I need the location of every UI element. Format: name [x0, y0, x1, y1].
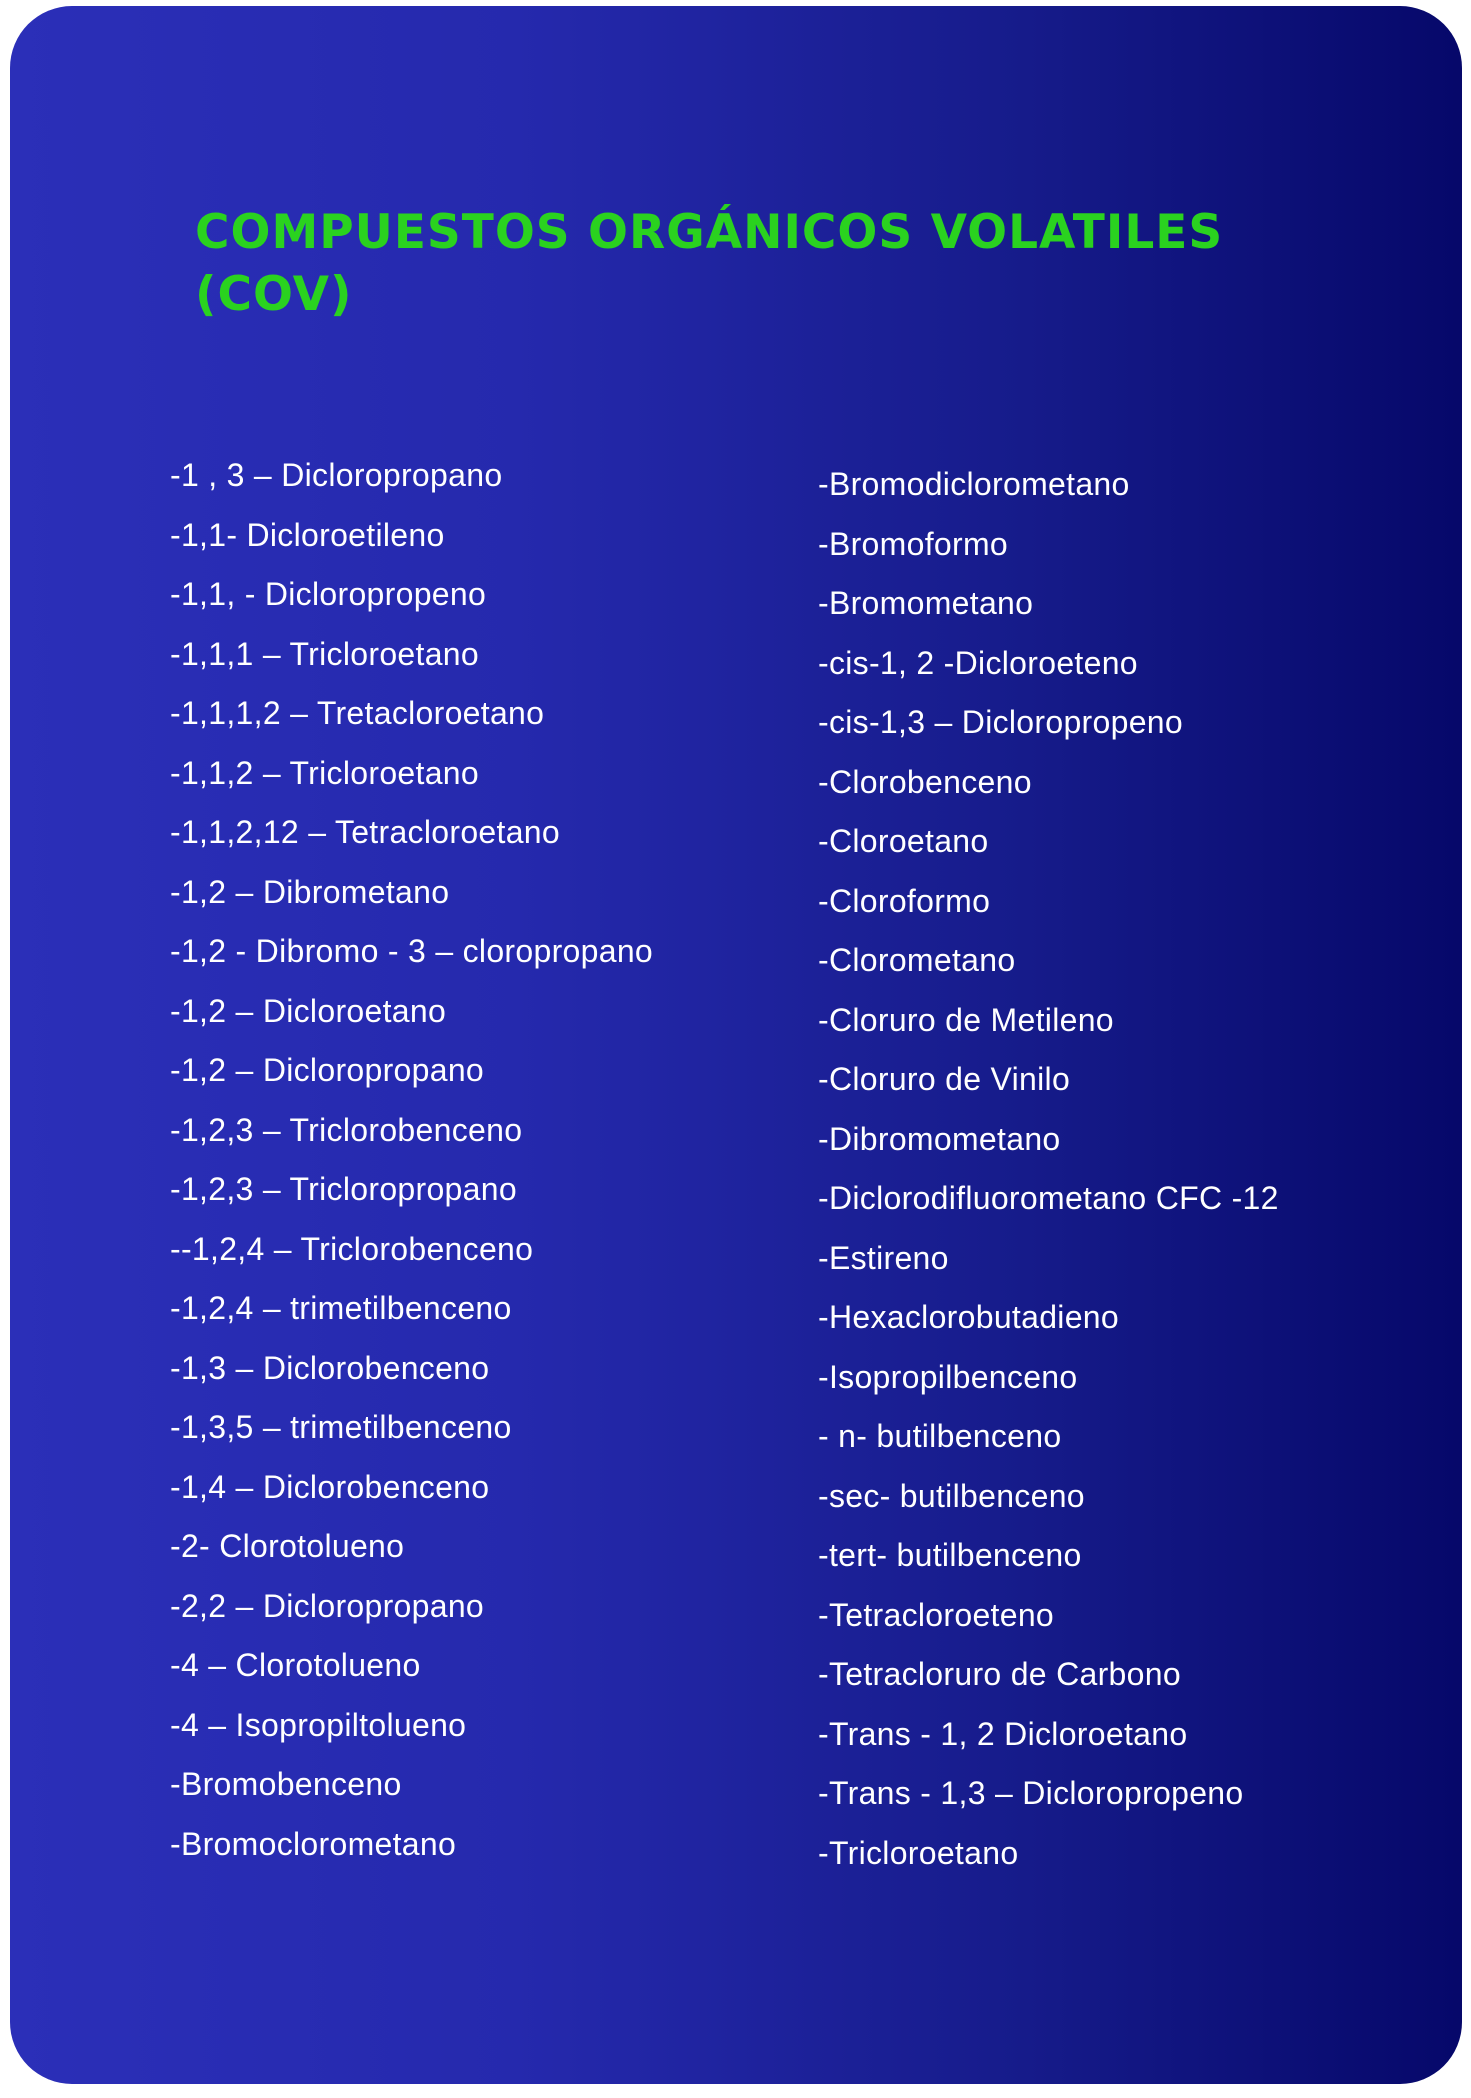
list-item: -1,2,3 – Tricloropropano [170, 1171, 517, 1207]
list-item: -sec- butilbenceno [818, 1477, 1085, 1514]
list-item: -Bromoformo [818, 525, 1009, 562]
list-item: -4 – Clorotolueno [170, 1647, 421, 1683]
list-item: -1,3,5 – trimetilbenceno [170, 1409, 512, 1445]
list-item: --1,2,4 – Triclorobenceno [170, 1230, 534, 1267]
list-item: -Clorobenceno [818, 763, 1032, 800]
list-item: -1,1,2 – Tricloroetano [170, 754, 479, 791]
document-card [10, 6, 1462, 2084]
list-item: -Dibromometano [818, 1120, 1061, 1157]
list-item: -2- Clorotolueno [170, 1528, 405, 1564]
list-item: -Trans - 1,3 – Dicloropropeno [818, 1775, 1244, 1811]
list-item: -Cloruro de Metileno [818, 1001, 1114, 1038]
list-item: -Trans - 1, 2 Dicloroetano [818, 1715, 1188, 1752]
list-item: -Estireno [818, 1239, 949, 1276]
list-item: -Bromometano [818, 585, 1034, 621]
list-item: -1,4 – Diclorobenceno [170, 1468, 490, 1505]
list-item: -Cloroformo [818, 882, 991, 919]
list-item: -Isopropilbenceno [818, 1358, 1078, 1395]
list-item: -1,2 – Dibrometano [170, 873, 450, 910]
list-item: -Cloruro de Vinilo [818, 1061, 1071, 1097]
list-item: -1,2,3 – Triclorobenceno [170, 1111, 523, 1148]
list-item: -Bromoclorometano [170, 1825, 457, 1862]
list-item: -cis-1, 2 -Dicloroeteno [818, 644, 1138, 681]
list-item: -1,1,2,12 – Tetracloroetano [170, 814, 560, 850]
list-item: -Bromobenceno [170, 1766, 402, 1802]
list-item: - n- butilbenceno [818, 1418, 1062, 1454]
list-item: -Bromodiclorometano [818, 466, 1130, 502]
title-line-1: COMPUESTOS ORGÁNICOS VOLATILES [195, 205, 1224, 260]
list-item: -1,1,1,2 – Tretacloroetano [170, 695, 545, 731]
compound-list-left [170, 446, 653, 1874]
list-item: -Hexaclorobutadieno [818, 1299, 1119, 1335]
list-item: -Tricloroetano [818, 1834, 1019, 1871]
list-item: -cis-1,3 – Dicloropropeno [818, 704, 1183, 740]
list-item: -1,1- Dicloroetileno [170, 516, 445, 553]
list-item: -1,1,1 – Tricloroetano [170, 635, 479, 672]
list-item: -4 – Isopropiltolueno [170, 1706, 467, 1743]
list-item: -1 , 3 – Dicloropropano [170, 457, 503, 493]
list-item: -2,2 – Dicloropropano [170, 1587, 485, 1624]
title-line-2: (COV) [195, 267, 353, 322]
list-item: -1,2 - Dibromo - 3 – cloropropano [170, 933, 654, 969]
list-item: -1,1, - Dicloropropeno [170, 576, 487, 612]
list-item: -1,2 – Dicloroetano [170, 992, 447, 1029]
list-item: -Tetracloroeteno [818, 1596, 1055, 1633]
list-item: -Diclorodifluorometano CFC -12 [818, 1180, 1279, 1216]
list-item: -Cloroetano [818, 823, 989, 859]
page-title [195, 202, 1345, 326]
compound-list-right [818, 455, 1279, 1883]
list-item: -tert- butilbenceno [818, 1537, 1082, 1573]
list-item: -1,2 – Dicloropropano [170, 1052, 485, 1088]
list-item: -1,3 – Diclorobenceno [170, 1349, 490, 1386]
list-item: -1,2,4 – trimetilbenceno [170, 1290, 512, 1326]
list-item: -Clorometano [818, 942, 1016, 978]
list-item: -Tetracloruro de Carbono [818, 1656, 1181, 1692]
